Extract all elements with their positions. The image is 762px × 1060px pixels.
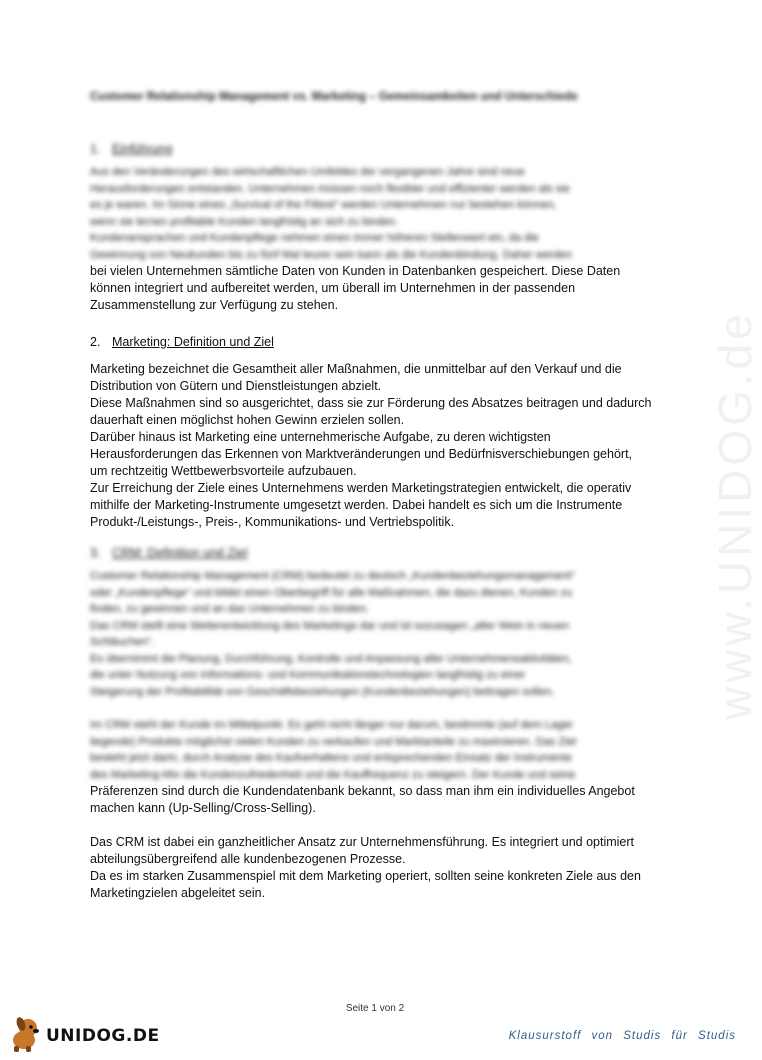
- document-title: Customer Relationship Management vs. Marketing – Gemeinsamkeiten und Unterschiede: [90, 91, 578, 103]
- page-number: Seite 1 von 2: [345, 1003, 405, 1014]
- unidog-logo[interactable]: [6, 1014, 160, 1054]
- watermark: www.UNIDOG.de: [709, 310, 761, 720]
- section-crm: [90, 546, 665, 902]
- text-line: Marketingzielen abgeleitet sein.: [90, 886, 266, 900]
- blurred-paragraph: [90, 164, 665, 263]
- text-line: Herausforderungen das Erkennen von Marktveränderungen und Bedürfnisverschiebungen gehört,: [90, 447, 633, 461]
- text-line: es je waren. Im Sinne eines „Survival of the Fittest“ werden Unternehmen nur bestehen können,: [90, 199, 557, 211]
- blurred-paragraph: [90, 568, 665, 700]
- text-line: Im CRM steht der Kunde im Mittelpunkt. Es geht nicht länger nur darum, bestimmte (auf dem Lager: [90, 719, 573, 731]
- text-line: finden, zu gewinnen und an das Unternehmen zu binden.: [90, 603, 369, 615]
- dog-mascot-icon: [6, 1014, 46, 1054]
- text-line: Kundenansprachen und Kundenpflege nehmen einen immer höheren Stellenwert ein, da die: [90, 232, 539, 244]
- text-line: liegende) Produkte möglichst vielen Kunden zu verkaufen und Marktanteile zu maximieren. Das Ziel: [90, 735, 577, 748]
- text-line: Aus den Veränderungen des wirtschaftlichen Umfeldes der vergangenen Jahre sind neue: [90, 166, 525, 178]
- text-line: dauerhaft einen möglichst hohen Gewinn erzielen sollen.: [90, 413, 405, 427]
- section-title: Einführung: [112, 142, 173, 156]
- section-heading: [90, 142, 665, 156]
- text-line: Diese Maßnahmen sind so ausgerichtet, dass sie zur Förderung des Absatzes beitragen und dadurch: [90, 396, 652, 410]
- text-line: können integriert und aufbereitet werden, um überall im Unternehmen in der passenden: [90, 281, 576, 295]
- text-line: machen kann (Up-Selling/Cross-Selling).: [90, 801, 316, 815]
- section-marketing: [90, 335, 665, 531]
- section-number: 3.: [90, 546, 101, 560]
- section-title: Marketing: Definition und Ziel: [112, 335, 274, 349]
- text-line: Distribution von Gütern und Dienstleistungen abzielt.: [90, 379, 382, 393]
- text-line: die unter Nutzung von Informations- und Kommunikationstechnologien langfristig zu einer: [90, 669, 526, 681]
- text-line: Es übernimmt die Planung, Durchführung, Kontrolle und Anpassung aller Unternehmensaktivitäten,: [90, 652, 572, 665]
- text-line: Herausforderungen entstanden. Unternehmen müssen noch flexibler und effizienter werden als sie: [90, 182, 570, 195]
- text-line: wenn sie lernen profitable Kunden langfristig an sich zu binden.: [90, 215, 399, 228]
- text-line: Zur Erreichung der Ziele eines Unternehmens werden Marketingstrategien entwickelt, die operativ: [90, 481, 632, 495]
- section-heading: [90, 546, 665, 560]
- text-line: Steigerung der Profitabilität von Geschäftsbeziehungen (Kundenbeziehungen) beitragen sollen.: [90, 685, 555, 698]
- text-line: Customer Relationship Management (CRM) bedeutet zu deutsch „Kundenbeziehungsmanagement“: [90, 570, 575, 582]
- text-line: Präferenzen sind durch die Kundendatenbank bekannt, so dass man ihm ein individuelles Angebot: [90, 784, 635, 798]
- paragraph: [90, 361, 665, 531]
- text-line: Das CRM ist dabei ein ganzheitlicher Ansatz zur Unternehmensführung. Es integriert und optimiert: [90, 835, 635, 849]
- section-number: 2.: [90, 335, 101, 349]
- text-line: des Marketing-Mix die Kundenzufriedenheit und die Kauffrequenz zu steigern. Der Kunde und seine: [90, 768, 576, 781]
- paragraph: [90, 834, 665, 902]
- section-number: 1.: [90, 142, 101, 156]
- text-line: Zusammenstellung zur Verfügung zu stehen.: [90, 298, 339, 312]
- text-line: mithilfe der Marketing-Instrumente umgesetzt werden. Dabei handelt es sich um die Instrumente: [90, 498, 623, 512]
- text-line: um rechtzeitig Wettbewerbsvorteile aufzubauen.: [90, 464, 357, 478]
- text-line: bei vielen Unternehmen sämtliche Daten von Kunden in Datenbanken gespeichert. Diese Daten: [90, 264, 621, 278]
- text-line: Das CRM stellt eine Weiterentwicklung des Marketings dar und ist sozusagen „alter Wein in neuen: [90, 619, 569, 632]
- paragraph: [90, 263, 665, 314]
- text-line: Da es im starken Zusammenspiel mit dem Marketing operiert, sollten seine konkreten Ziele aus den: [90, 869, 641, 883]
- text-line: abteilungsübergreifend alle kundenbezogenen Prozesse.: [90, 852, 406, 866]
- text-line: Schläuchen“.: [90, 636, 155, 648]
- text-line: Darüber hinaus ist Marketing eine unternehmerische Aufgabe, zu deren wichtigsten: [90, 430, 551, 444]
- text-line: oder „Kundenpflege“ und bildet einen Oberbegriff für alle Maßnahmen, die dazu dienen, Kunden zu: [90, 586, 573, 599]
- text-line: besteht jetzt darin, durch Analyse des Kaufverhaltens und entsprechenden Einsatz der Instrumente: [90, 752, 572, 764]
- text-line: Gewinnung von Neukunden bis zu fünf Mal teurer sein kann als die Kundenbindung. Daher werden: [90, 248, 572, 261]
- section-heading: [90, 335, 665, 349]
- text-line: Produkt-/Leistungs-, Preis-, Kommunikations- und Vertriebspolitik.: [90, 515, 455, 529]
- section-title: CRM: Definition und Ziel: [112, 546, 248, 560]
- paragraph: [90, 783, 665, 817]
- logo-text: UNIDOG.DE: [46, 1026, 160, 1046]
- text-line: Marketing bezeichnet die Gesamtheit aller Maßnahmen, die unmittelbar auf den Verkauf und die: [90, 362, 622, 376]
- tagline: Klausurstoff von Studis für Studis: [508, 1030, 736, 1042]
- section-introduction: [90, 142, 665, 314]
- blurred-paragraph: [90, 717, 665, 783]
